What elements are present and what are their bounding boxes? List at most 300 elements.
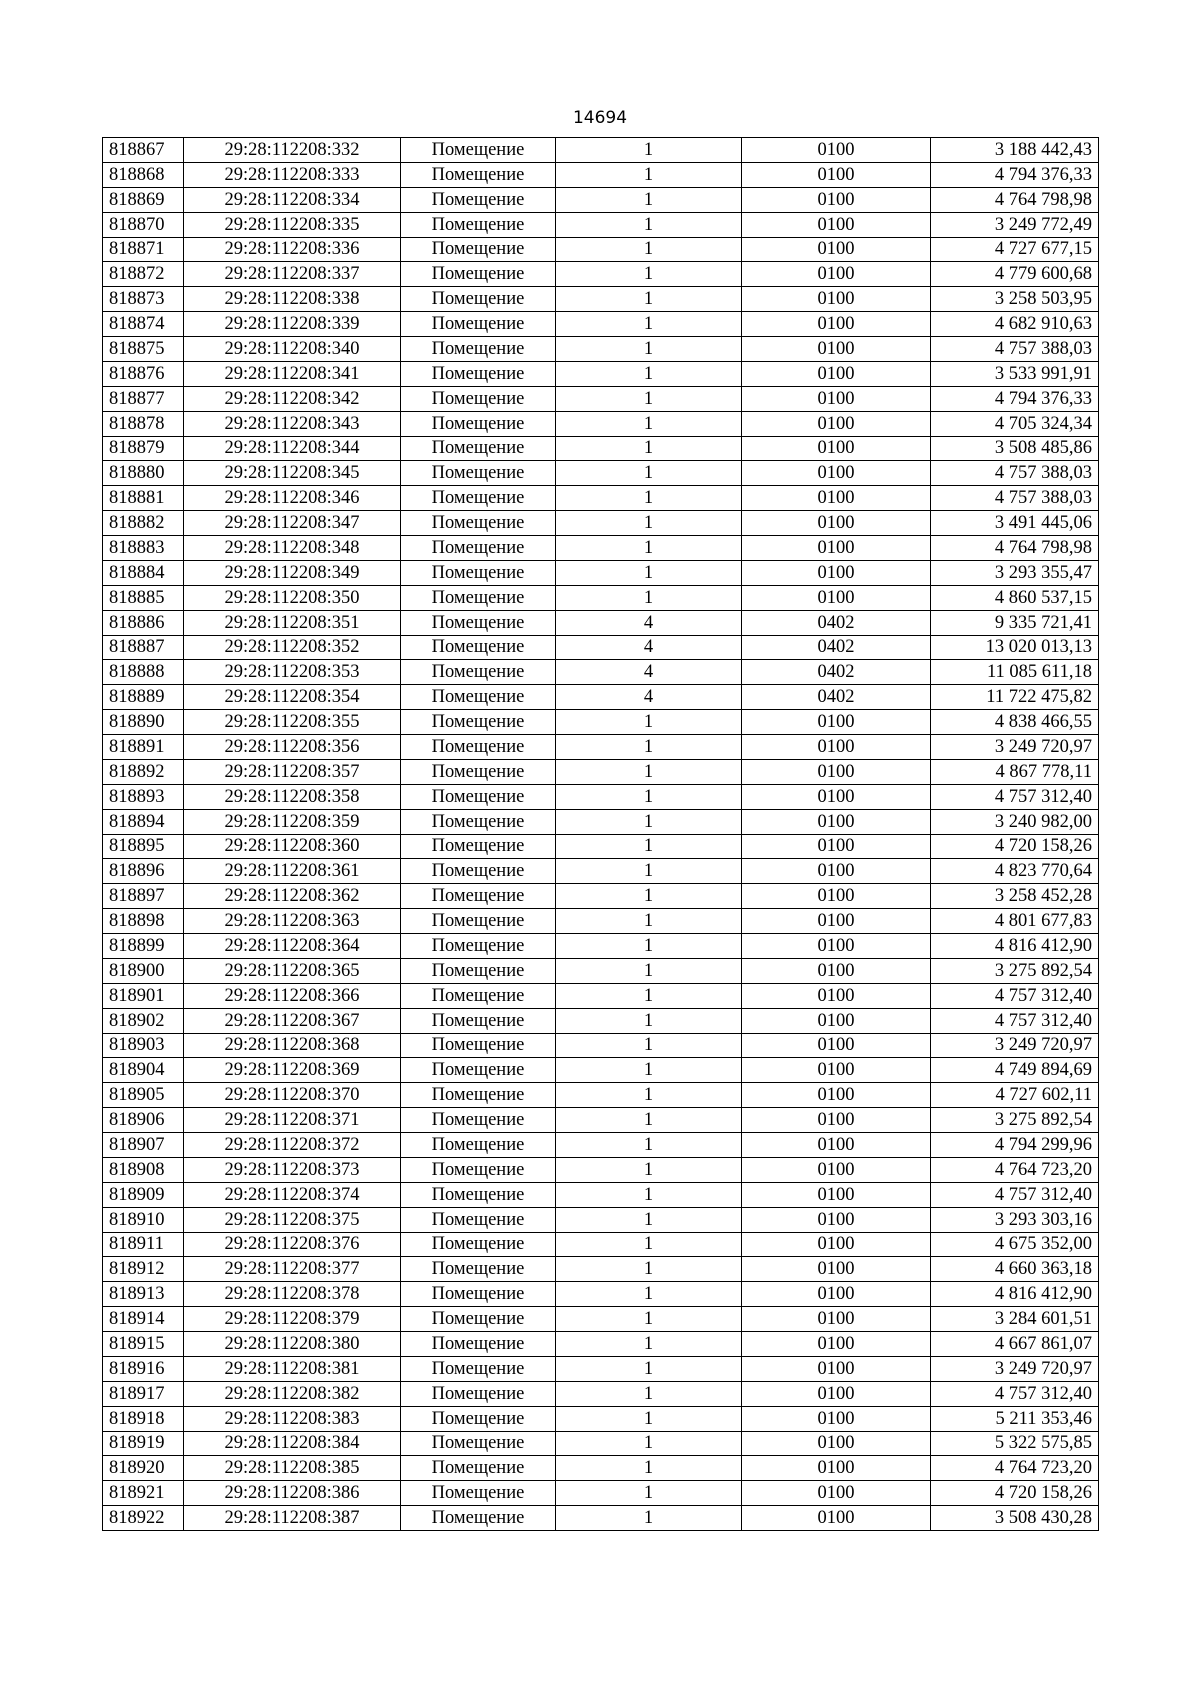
- table-row: [103, 461, 1099, 486]
- table-row: [103, 759, 1099, 784]
- table-row: [103, 859, 1099, 884]
- object-type-cell: Помещение: [401, 312, 556, 337]
- object-type-cell: Помещение: [401, 1033, 556, 1058]
- cadastral-number-cell: 29:28:112208:347: [184, 511, 401, 536]
- table-row: [103, 660, 1099, 685]
- code-cell: 0100: [742, 1506, 931, 1531]
- code-cell: 0100: [742, 934, 931, 959]
- group-cell: 1: [556, 1481, 742, 1506]
- row-number-cell: 818914: [103, 1307, 184, 1332]
- table-row: [103, 610, 1099, 635]
- row-number-cell: 818920: [103, 1456, 184, 1481]
- object-type-cell: Помещение: [401, 735, 556, 760]
- code-cell: 0100: [742, 436, 931, 461]
- code-cell: 0100: [742, 884, 931, 909]
- object-type-cell: Помещение: [401, 486, 556, 511]
- object-type-cell: Помещение: [401, 1381, 556, 1406]
- group-cell: 1: [556, 386, 742, 411]
- group-cell: 1: [556, 361, 742, 386]
- object-type-cell: Помещение: [401, 536, 556, 561]
- cadastral-value-cell: 5 322 575,85: [931, 1431, 1099, 1456]
- row-number-cell: 818881: [103, 486, 184, 511]
- code-cell: 0402: [742, 685, 931, 710]
- row-number-cell: 818916: [103, 1356, 184, 1381]
- table-row: [103, 958, 1099, 983]
- code-cell: 0100: [742, 461, 931, 486]
- object-type-cell: Помещение: [401, 958, 556, 983]
- object-type-cell: Помещение: [401, 1282, 556, 1307]
- code-cell: 0100: [742, 1431, 931, 1456]
- group-cell: 4: [556, 685, 742, 710]
- group-cell: 1: [556, 1307, 742, 1332]
- row-number-cell: 818913: [103, 1282, 184, 1307]
- cadastral-value-cell: 4 764 723,20: [931, 1456, 1099, 1481]
- object-type-cell: Помещение: [401, 1157, 556, 1182]
- cadastral-number-cell: 29:28:112208:360: [184, 834, 401, 859]
- row-number-cell: 818888: [103, 660, 184, 685]
- object-type-cell: Помещение: [401, 337, 556, 362]
- group-cell: 1: [556, 1232, 742, 1257]
- cadastral-number-cell: 29:28:112208:384: [184, 1431, 401, 1456]
- row-number-cell: 818875: [103, 337, 184, 362]
- cadastral-value-cell: 3 275 892,54: [931, 958, 1099, 983]
- cadastral-number-cell: 29:28:112208:382: [184, 1381, 401, 1406]
- table-row: [103, 1058, 1099, 1083]
- table-row: [103, 585, 1099, 610]
- group-cell: 1: [556, 1332, 742, 1357]
- table-row: [103, 1431, 1099, 1456]
- cadastral-number-cell: 29:28:112208:334: [184, 187, 401, 212]
- cadastral-value-cell: 4 764 798,98: [931, 536, 1099, 561]
- cadastral-value-cell: 4 823 770,64: [931, 859, 1099, 884]
- table-row: [103, 1033, 1099, 1058]
- object-type-cell: Помещение: [401, 1083, 556, 1108]
- cadastral-number-cell: 29:28:112208:332: [184, 138, 401, 163]
- code-cell: 0100: [742, 212, 931, 237]
- cadastral-number-cell: 29:28:112208:371: [184, 1108, 401, 1133]
- code-cell: 0100: [742, 1332, 931, 1357]
- table-row: [103, 187, 1099, 212]
- table-row: [103, 1008, 1099, 1033]
- cadastral-value-cell: 4 764 723,20: [931, 1157, 1099, 1182]
- cadastral-value-cell: 4 794 299,96: [931, 1133, 1099, 1158]
- group-cell: 4: [556, 610, 742, 635]
- object-type-cell: Помещение: [401, 983, 556, 1008]
- object-type-cell: Помещение: [401, 884, 556, 909]
- cadastral-value-cell: 3 258 503,95: [931, 287, 1099, 312]
- row-number-cell: 818870: [103, 212, 184, 237]
- row-number-cell: 818890: [103, 710, 184, 735]
- row-number-cell: 818919: [103, 1431, 184, 1456]
- row-number-cell: 818908: [103, 1157, 184, 1182]
- cadastral-value-cell: 4 705 324,34: [931, 411, 1099, 436]
- group-cell: 1: [556, 461, 742, 486]
- object-type-cell: Помещение: [401, 1232, 556, 1257]
- group-cell: 1: [556, 1282, 742, 1307]
- table-row: [103, 287, 1099, 312]
- group-cell: 1: [556, 1506, 742, 1531]
- cadastral-value-cell: 4 757 312,40: [931, 1381, 1099, 1406]
- group-cell: 1: [556, 1381, 742, 1406]
- cadastral-value-cell: 4 779 600,68: [931, 262, 1099, 287]
- group-cell: 1: [556, 1406, 742, 1431]
- cadastral-value-cell: 4 816 412,90: [931, 1282, 1099, 1307]
- code-cell: 0100: [742, 1356, 931, 1381]
- object-type-cell: Помещение: [401, 809, 556, 834]
- cadastral-value-cell: 11 722 475,82: [931, 685, 1099, 710]
- cadastral-number-cell: 29:28:112208:385: [184, 1456, 401, 1481]
- row-number-cell: 818903: [103, 1033, 184, 1058]
- cadastral-value-cell: 4 794 376,33: [931, 386, 1099, 411]
- page-number: 14694: [572, 108, 628, 128]
- code-cell: 0100: [742, 1008, 931, 1033]
- code-cell: 0100: [742, 1133, 931, 1158]
- code-cell: 0100: [742, 585, 931, 610]
- code-cell: 0100: [742, 361, 931, 386]
- code-cell: 0100: [742, 287, 931, 312]
- object-type-cell: Помещение: [401, 1332, 556, 1357]
- table-row: [103, 1133, 1099, 1158]
- cadastral-number-cell: 29:28:112208:341: [184, 361, 401, 386]
- row-number-cell: 818901: [103, 983, 184, 1008]
- table-row: [103, 361, 1099, 386]
- cadastral-value-cell: 3 533 991,91: [931, 361, 1099, 386]
- table-row: [103, 1182, 1099, 1207]
- cadastral-value-cell: 4 801 677,83: [931, 909, 1099, 934]
- table-row: [103, 1406, 1099, 1431]
- cadastral-value-cell: 4 838 466,55: [931, 710, 1099, 735]
- registry-table: [102, 137, 1099, 1531]
- table-row: [103, 1506, 1099, 1531]
- table-row: [103, 536, 1099, 561]
- group-cell: 1: [556, 237, 742, 262]
- table-row: [103, 635, 1099, 660]
- table-row: [103, 1456, 1099, 1481]
- code-cell: 0100: [742, 560, 931, 585]
- table-row: [103, 237, 1099, 262]
- object-type-cell: Помещение: [401, 1356, 556, 1381]
- cadastral-number-cell: 29:28:112208:354: [184, 685, 401, 710]
- group-cell: 1: [556, 585, 742, 610]
- group-cell: 1: [556, 1008, 742, 1033]
- code-cell: 0100: [742, 187, 931, 212]
- row-number-cell: 818885: [103, 585, 184, 610]
- object-type-cell: Помещение: [401, 1481, 556, 1506]
- code-cell: 0100: [742, 784, 931, 809]
- group-cell: 1: [556, 1207, 742, 1232]
- row-number-cell: 818917: [103, 1381, 184, 1406]
- cadastral-value-cell: 3 249 720,97: [931, 1033, 1099, 1058]
- cadastral-number-cell: 29:28:112208:340: [184, 337, 401, 362]
- group-cell: 1: [556, 1257, 742, 1282]
- cadastral-number-cell: 29:28:112208:369: [184, 1058, 401, 1083]
- code-cell: 0100: [742, 1157, 931, 1182]
- table-row: [103, 1332, 1099, 1357]
- row-number-cell: 818921: [103, 1481, 184, 1506]
- table-row: [103, 1257, 1099, 1282]
- cadastral-value-cell: 3 249 720,97: [931, 1356, 1099, 1381]
- table-row: [103, 1108, 1099, 1133]
- cadastral-number-cell: 29:28:112208:363: [184, 909, 401, 934]
- cadastral-value-cell: 9 335 721,41: [931, 610, 1099, 635]
- code-cell: 0100: [742, 909, 931, 934]
- group-cell: 1: [556, 138, 742, 163]
- cadastral-value-cell: 13 020 013,13: [931, 635, 1099, 660]
- table-row: [103, 834, 1099, 859]
- object-type-cell: Помещение: [401, 1182, 556, 1207]
- cadastral-value-cell: 3 491 445,06: [931, 511, 1099, 536]
- object-type-cell: Помещение: [401, 610, 556, 635]
- group-cell: 1: [556, 934, 742, 959]
- row-number-cell: 818899: [103, 934, 184, 959]
- cadastral-number-cell: 29:28:112208:359: [184, 809, 401, 834]
- table-row: [103, 735, 1099, 760]
- cadastral-number-cell: 29:28:112208:372: [184, 1133, 401, 1158]
- table-row: [103, 436, 1099, 461]
- group-cell: 1: [556, 859, 742, 884]
- row-number-cell: 818886: [103, 610, 184, 635]
- cadastral-number-cell: 29:28:112208:350: [184, 585, 401, 610]
- row-number-cell: 818911: [103, 1232, 184, 1257]
- object-type-cell: Помещение: [401, 635, 556, 660]
- table-row: [103, 809, 1099, 834]
- group-cell: 1: [556, 834, 742, 859]
- cadastral-number-cell: 29:28:112208:351: [184, 610, 401, 635]
- code-cell: 0100: [742, 237, 931, 262]
- group-cell: 1: [556, 1157, 742, 1182]
- code-cell: 0100: [742, 138, 931, 163]
- cadastral-number-cell: 29:28:112208:370: [184, 1083, 401, 1108]
- cadastral-value-cell: 3 284 601,51: [931, 1307, 1099, 1332]
- row-number-cell: 818895: [103, 834, 184, 859]
- row-number-cell: 818910: [103, 1207, 184, 1232]
- object-type-cell: Помещение: [401, 784, 556, 809]
- row-number-cell: 818880: [103, 461, 184, 486]
- table-row: [103, 486, 1099, 511]
- group-cell: 1: [556, 1133, 742, 1158]
- row-number-cell: 818884: [103, 560, 184, 585]
- row-number-cell: 818897: [103, 884, 184, 909]
- cadastral-number-cell: 29:28:112208:344: [184, 436, 401, 461]
- object-type-cell: Помещение: [401, 1133, 556, 1158]
- object-type-cell: Помещение: [401, 436, 556, 461]
- object-type-cell: Помещение: [401, 934, 556, 959]
- group-cell: 1: [556, 262, 742, 287]
- cadastral-number-cell: 29:28:112208:379: [184, 1307, 401, 1332]
- row-number-cell: 818876: [103, 361, 184, 386]
- code-cell: 0100: [742, 735, 931, 760]
- cadastral-value-cell: 4 764 798,98: [931, 187, 1099, 212]
- cadastral-number-cell: 29:28:112208:348: [184, 536, 401, 561]
- code-cell: 0100: [742, 386, 931, 411]
- cadastral-value-cell: 4 749 894,69: [931, 1058, 1099, 1083]
- row-number-cell: 818922: [103, 1506, 184, 1531]
- cadastral-number-cell: 29:28:112208:387: [184, 1506, 401, 1531]
- object-type-cell: Помещение: [401, 1406, 556, 1431]
- table-row: [103, 511, 1099, 536]
- code-cell: 0100: [742, 1307, 931, 1332]
- object-type-cell: Помещение: [401, 386, 556, 411]
- code-cell: 0402: [742, 635, 931, 660]
- cadastral-value-cell: 3 293 303,16: [931, 1207, 1099, 1232]
- object-type-cell: Помещение: [401, 585, 556, 610]
- cadastral-number-cell: 29:28:112208:356: [184, 735, 401, 760]
- table-row: [103, 884, 1099, 909]
- row-number-cell: 818869: [103, 187, 184, 212]
- code-cell: 0100: [742, 759, 931, 784]
- cadastral-number-cell: 29:28:112208:383: [184, 1406, 401, 1431]
- cadastral-number-cell: 29:28:112208:345: [184, 461, 401, 486]
- object-type-cell: Помещение: [401, 660, 556, 685]
- row-number-cell: 818868: [103, 162, 184, 187]
- table-row: [103, 312, 1099, 337]
- cadastral-number-cell: 29:28:112208:364: [184, 934, 401, 959]
- object-type-cell: Помещение: [401, 1058, 556, 1083]
- object-type-cell: Помещение: [401, 685, 556, 710]
- code-cell: 0100: [742, 1232, 931, 1257]
- cadastral-number-cell: 29:28:112208:353: [184, 660, 401, 685]
- object-type-cell: Помещение: [401, 1431, 556, 1456]
- table-row: [103, 1232, 1099, 1257]
- code-cell: 0100: [742, 834, 931, 859]
- group-cell: 1: [556, 1182, 742, 1207]
- cadastral-number-cell: 29:28:112208:375: [184, 1207, 401, 1232]
- cadastral-number-cell: 29:28:112208:342: [184, 386, 401, 411]
- cadastral-value-cell: 4 667 861,07: [931, 1332, 1099, 1357]
- group-cell: 1: [556, 486, 742, 511]
- group-cell: 1: [556, 958, 742, 983]
- group-cell: 1: [556, 1058, 742, 1083]
- table-row: [103, 411, 1099, 436]
- group-cell: 1: [556, 784, 742, 809]
- code-cell: 0100: [742, 337, 931, 362]
- group-cell: 4: [556, 635, 742, 660]
- group-cell: 4: [556, 660, 742, 685]
- cadastral-number-cell: 29:28:112208:376: [184, 1232, 401, 1257]
- cadastral-number-cell: 29:28:112208:358: [184, 784, 401, 809]
- cadastral-value-cell: 3 188 442,43: [931, 138, 1099, 163]
- row-number-cell: 818915: [103, 1332, 184, 1357]
- group-cell: 1: [556, 187, 742, 212]
- table-row: [103, 710, 1099, 735]
- cadastral-value-cell: 4 867 778,11: [931, 759, 1099, 784]
- object-type-cell: Помещение: [401, 909, 556, 934]
- cadastral-value-cell: 3 249 772,49: [931, 212, 1099, 237]
- cadastral-number-cell: 29:28:112208:349: [184, 560, 401, 585]
- code-cell: 0100: [742, 486, 931, 511]
- table-row: [103, 983, 1099, 1008]
- row-number-cell: 818904: [103, 1058, 184, 1083]
- table-row: [103, 1356, 1099, 1381]
- row-number-cell: 818871: [103, 237, 184, 262]
- row-number-cell: 818882: [103, 511, 184, 536]
- code-cell: 0100: [742, 1456, 931, 1481]
- cadastral-value-cell: 3 293 355,47: [931, 560, 1099, 585]
- code-cell: 0100: [742, 958, 931, 983]
- object-type-cell: Помещение: [401, 1506, 556, 1531]
- object-type-cell: Помещение: [401, 187, 556, 212]
- object-type-cell: Помещение: [401, 138, 556, 163]
- table-row: [103, 685, 1099, 710]
- group-cell: 1: [556, 759, 742, 784]
- code-cell: 0100: [742, 1406, 931, 1431]
- row-number-cell: 818877: [103, 386, 184, 411]
- table-row: [103, 337, 1099, 362]
- code-cell: 0100: [742, 536, 931, 561]
- table-row: [103, 1307, 1099, 1332]
- row-number-cell: 818912: [103, 1257, 184, 1282]
- cadastral-number-cell: 29:28:112208:381: [184, 1356, 401, 1381]
- group-cell: 1: [556, 1033, 742, 1058]
- object-type-cell: Помещение: [401, 411, 556, 436]
- group-cell: 1: [556, 1108, 742, 1133]
- cadastral-value-cell: 4 757 388,03: [931, 486, 1099, 511]
- cadastral-number-cell: 29:28:112208:337: [184, 262, 401, 287]
- cadastral-number-cell: 29:28:112208:338: [184, 287, 401, 312]
- object-type-cell: Помещение: [401, 1257, 556, 1282]
- cadastral-number-cell: 29:28:112208:357: [184, 759, 401, 784]
- code-cell: 0100: [742, 511, 931, 536]
- code-cell: 0100: [742, 809, 931, 834]
- cadastral-number-cell: 29:28:112208:343: [184, 411, 401, 436]
- code-cell: 0100: [742, 312, 931, 337]
- cadastral-value-cell: 4 720 158,26: [931, 834, 1099, 859]
- cadastral-value-cell: 3 240 982,00: [931, 809, 1099, 834]
- row-number-cell: 818893: [103, 784, 184, 809]
- group-cell: 1: [556, 1456, 742, 1481]
- table-row: [103, 1157, 1099, 1182]
- cadastral-number-cell: 29:28:112208:362: [184, 884, 401, 909]
- group-cell: 1: [556, 312, 742, 337]
- row-number-cell: 818896: [103, 859, 184, 884]
- cadastral-value-cell: 3 275 892,54: [931, 1108, 1099, 1133]
- row-number-cell: 818894: [103, 809, 184, 834]
- table-row: [103, 386, 1099, 411]
- row-number-cell: 818898: [103, 909, 184, 934]
- object-type-cell: Помещение: [401, 859, 556, 884]
- code-cell: 0100: [742, 262, 931, 287]
- group-cell: 1: [556, 884, 742, 909]
- table-row: [103, 262, 1099, 287]
- object-type-cell: Помещение: [401, 1108, 556, 1133]
- cadastral-number-cell: 29:28:112208:386: [184, 1481, 401, 1506]
- table-row: [103, 934, 1099, 959]
- cadastral-value-cell: 3 258 452,28: [931, 884, 1099, 909]
- object-type-cell: Помещение: [401, 834, 556, 859]
- cadastral-value-cell: 4 720 158,26: [931, 1481, 1099, 1506]
- code-cell: 0100: [742, 1282, 931, 1307]
- table-row: [103, 138, 1099, 163]
- cadastral-number-cell: 29:28:112208:352: [184, 635, 401, 660]
- cadastral-value-cell: 4 757 312,40: [931, 983, 1099, 1008]
- cadastral-number-cell: 29:28:112208:333: [184, 162, 401, 187]
- group-cell: 1: [556, 536, 742, 561]
- table-row: [103, 1207, 1099, 1232]
- cadastral-value-cell: 4 757 312,40: [931, 1182, 1099, 1207]
- group-cell: 1: [556, 1431, 742, 1456]
- cadastral-number-cell: 29:28:112208:368: [184, 1033, 401, 1058]
- cadastral-value-cell: 4 682 910,63: [931, 312, 1099, 337]
- cadastral-number-cell: 29:28:112208:336: [184, 237, 401, 262]
- row-number-cell: 818872: [103, 262, 184, 287]
- cadastral-number-cell: 29:28:112208:365: [184, 958, 401, 983]
- code-cell: 0100: [742, 1108, 931, 1133]
- row-number-cell: 818887: [103, 635, 184, 660]
- group-cell: 1: [556, 411, 742, 436]
- cadastral-value-cell: 4 757 388,03: [931, 337, 1099, 362]
- code-cell: 0100: [742, 1381, 931, 1406]
- group-cell: 1: [556, 560, 742, 585]
